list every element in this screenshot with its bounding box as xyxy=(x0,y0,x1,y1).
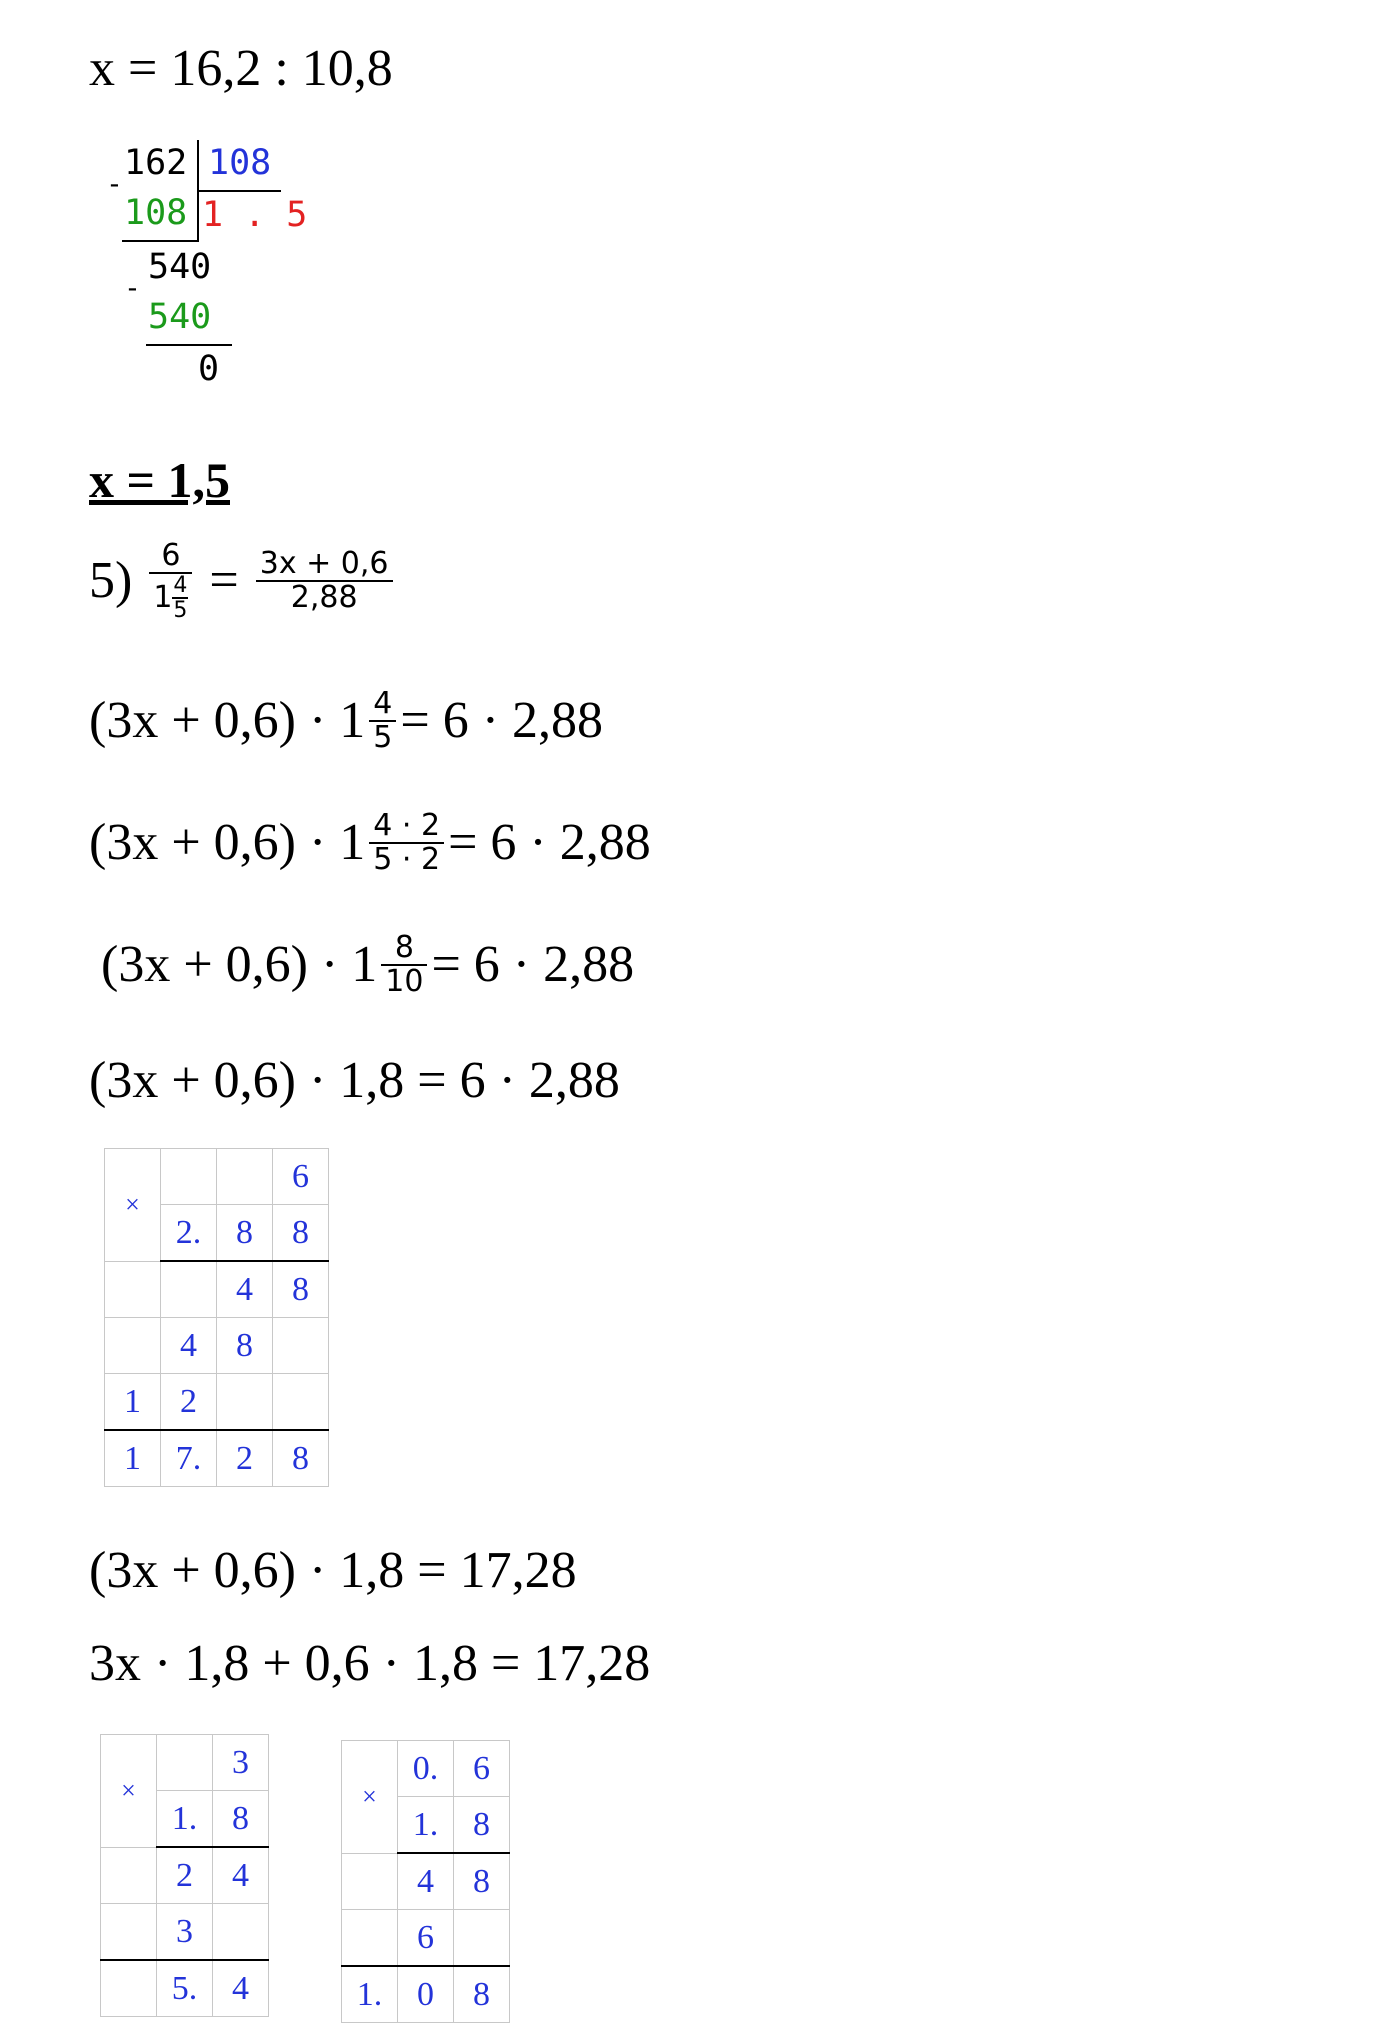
subtrahend-2: 540 xyxy=(148,297,212,337)
grid-cell: 2. xyxy=(161,1205,217,1262)
grid-cell xyxy=(342,1853,398,1910)
quotient: 1 . 5 xyxy=(202,195,308,235)
grid-row xyxy=(105,1149,329,1205)
grid-cell xyxy=(101,1904,157,1961)
grid-cell: 2 xyxy=(217,1430,273,1487)
remainder-1: 540 xyxy=(148,247,212,287)
grid-cell: 6 xyxy=(398,1910,454,1967)
equation-step-3: (3x + 0,6) · 1 $\frac{8}{10}$ = 6 · 2,88 xyxy=(101,930,635,999)
grid-row xyxy=(342,1853,510,1910)
grid-cell: 0 xyxy=(398,1966,454,2023)
equation-step-4: (3x + 0,6) · 1,8 = 6 · 2,88 xyxy=(89,1052,620,1109)
grid-cell: × xyxy=(342,1741,398,1854)
grid-cell: 5. xyxy=(157,1960,213,2017)
grid-cell: 0. xyxy=(398,1741,454,1797)
grid-cell: 8 xyxy=(454,1966,510,2023)
grid-cell xyxy=(273,1318,329,1374)
grid-cell xyxy=(217,1149,273,1205)
result-x: x = 1,5 xyxy=(89,452,230,508)
equation-division: x = 16,2 : 10,8 xyxy=(89,40,393,97)
grid-cell xyxy=(273,1374,329,1431)
grid-cell: 4 xyxy=(217,1261,273,1318)
equation-step-2: (3x + 0,6) · 1 $\frac{4 \cdot 2}{5 \cdot 2}$ = 6 · 2,88 xyxy=(89,808,651,877)
grid-row xyxy=(342,1741,510,1797)
grid-cell xyxy=(213,1904,269,1961)
grid-row xyxy=(105,1318,329,1374)
grid-row xyxy=(342,1910,510,1967)
grid-cell: 2 xyxy=(161,1374,217,1431)
minus-sign-1: - xyxy=(106,167,123,200)
grid-cell xyxy=(105,1318,161,1374)
grid-cell: 7. xyxy=(161,1430,217,1487)
grid-cell: 4 xyxy=(213,1847,269,1904)
grid-row xyxy=(105,1430,329,1487)
grid-row xyxy=(101,1847,269,1904)
grid-cell: 6 xyxy=(273,1149,329,1205)
grid-cell xyxy=(454,1910,510,1967)
rhs-fraction: $\frac{3x + 0,6}{2,88}$ xyxy=(256,548,393,613)
grid-cell: 8 xyxy=(454,1853,510,1910)
grid-cell: 6 xyxy=(454,1741,510,1797)
grid-cell: 4 xyxy=(213,1960,269,2017)
multiplication-grid-2-88-by-6 xyxy=(104,1148,329,1487)
multiplication-grid-1-8-by-0-6 xyxy=(341,1740,510,2023)
grid-cell: 3 xyxy=(157,1904,213,1961)
grid-cell: 1 xyxy=(105,1374,161,1431)
grid-cell: 3 xyxy=(213,1735,269,1791)
grid-row xyxy=(101,1960,269,2017)
grid-cell: 8 xyxy=(273,1261,329,1318)
grid-row xyxy=(101,1735,269,1791)
lhs-fraction: 6 1 $\frac{4}{5}$ xyxy=(149,540,192,622)
grid-cell xyxy=(217,1374,273,1431)
grid-cell xyxy=(161,1261,217,1318)
final-remainder: 0 xyxy=(198,349,220,389)
grid-row xyxy=(105,1374,329,1431)
grid-cell xyxy=(101,1847,157,1904)
equation-step-5: (3x + 0,6) · 1,8 = 17,28 xyxy=(89,1542,577,1599)
division-divisor-line xyxy=(197,190,281,192)
equation-step-6: 3x · 1,8 + 0,6 · 1,8 = 17,28 xyxy=(89,1635,651,1692)
grid-row xyxy=(101,1904,269,1961)
grid-cell xyxy=(157,1735,213,1791)
grid-cell xyxy=(342,1910,398,1967)
division-underline-1 xyxy=(122,240,198,242)
grid-cell: 8 xyxy=(454,1797,510,1854)
grid-row xyxy=(342,1966,510,2023)
multiplication-grid-1-8-by-3 xyxy=(100,1734,269,2017)
grid-cell: × xyxy=(101,1735,157,1848)
grid-cell: 8 xyxy=(213,1791,269,1848)
divisor: 108 xyxy=(208,143,272,183)
grid-cell xyxy=(101,1960,157,2017)
equation-proportion: 5) 6 1 $\frac{4}{5}$ = $\frac{3x + 0,6}{2,88}$ xyxy=(89,540,397,622)
minus-sign-2: - xyxy=(124,271,141,304)
grid-cell: 1. xyxy=(398,1797,454,1854)
equation-step-1: (3x + 0,6) · 1 $\frac{4}{5}$ = 6 · 2,88 xyxy=(89,686,604,755)
grid-cell: 1. xyxy=(342,1966,398,2023)
grid-cell: 4 xyxy=(161,1318,217,1374)
mixed-number: 1 $\frac{4}{5}$ xyxy=(153,572,188,623)
grid-cell: 8 xyxy=(273,1205,329,1262)
grid-cell xyxy=(105,1261,161,1318)
grid-cell: 8 xyxy=(217,1205,273,1262)
grid-cell xyxy=(161,1149,217,1205)
subtrahend-1: 108 xyxy=(124,193,188,233)
grid-row xyxy=(105,1261,329,1318)
grid-cell: 1 xyxy=(105,1430,161,1487)
grid-cell: 1. xyxy=(157,1791,213,1848)
grid-cell: 2 xyxy=(157,1847,213,1904)
grid-cell: 8 xyxy=(273,1430,329,1487)
grid-cell: × xyxy=(105,1149,161,1262)
division-underline-2 xyxy=(146,344,232,346)
dividend: 162 xyxy=(124,143,188,183)
grid-cell: 8 xyxy=(217,1318,273,1374)
grid-cell: 4 xyxy=(398,1853,454,1910)
